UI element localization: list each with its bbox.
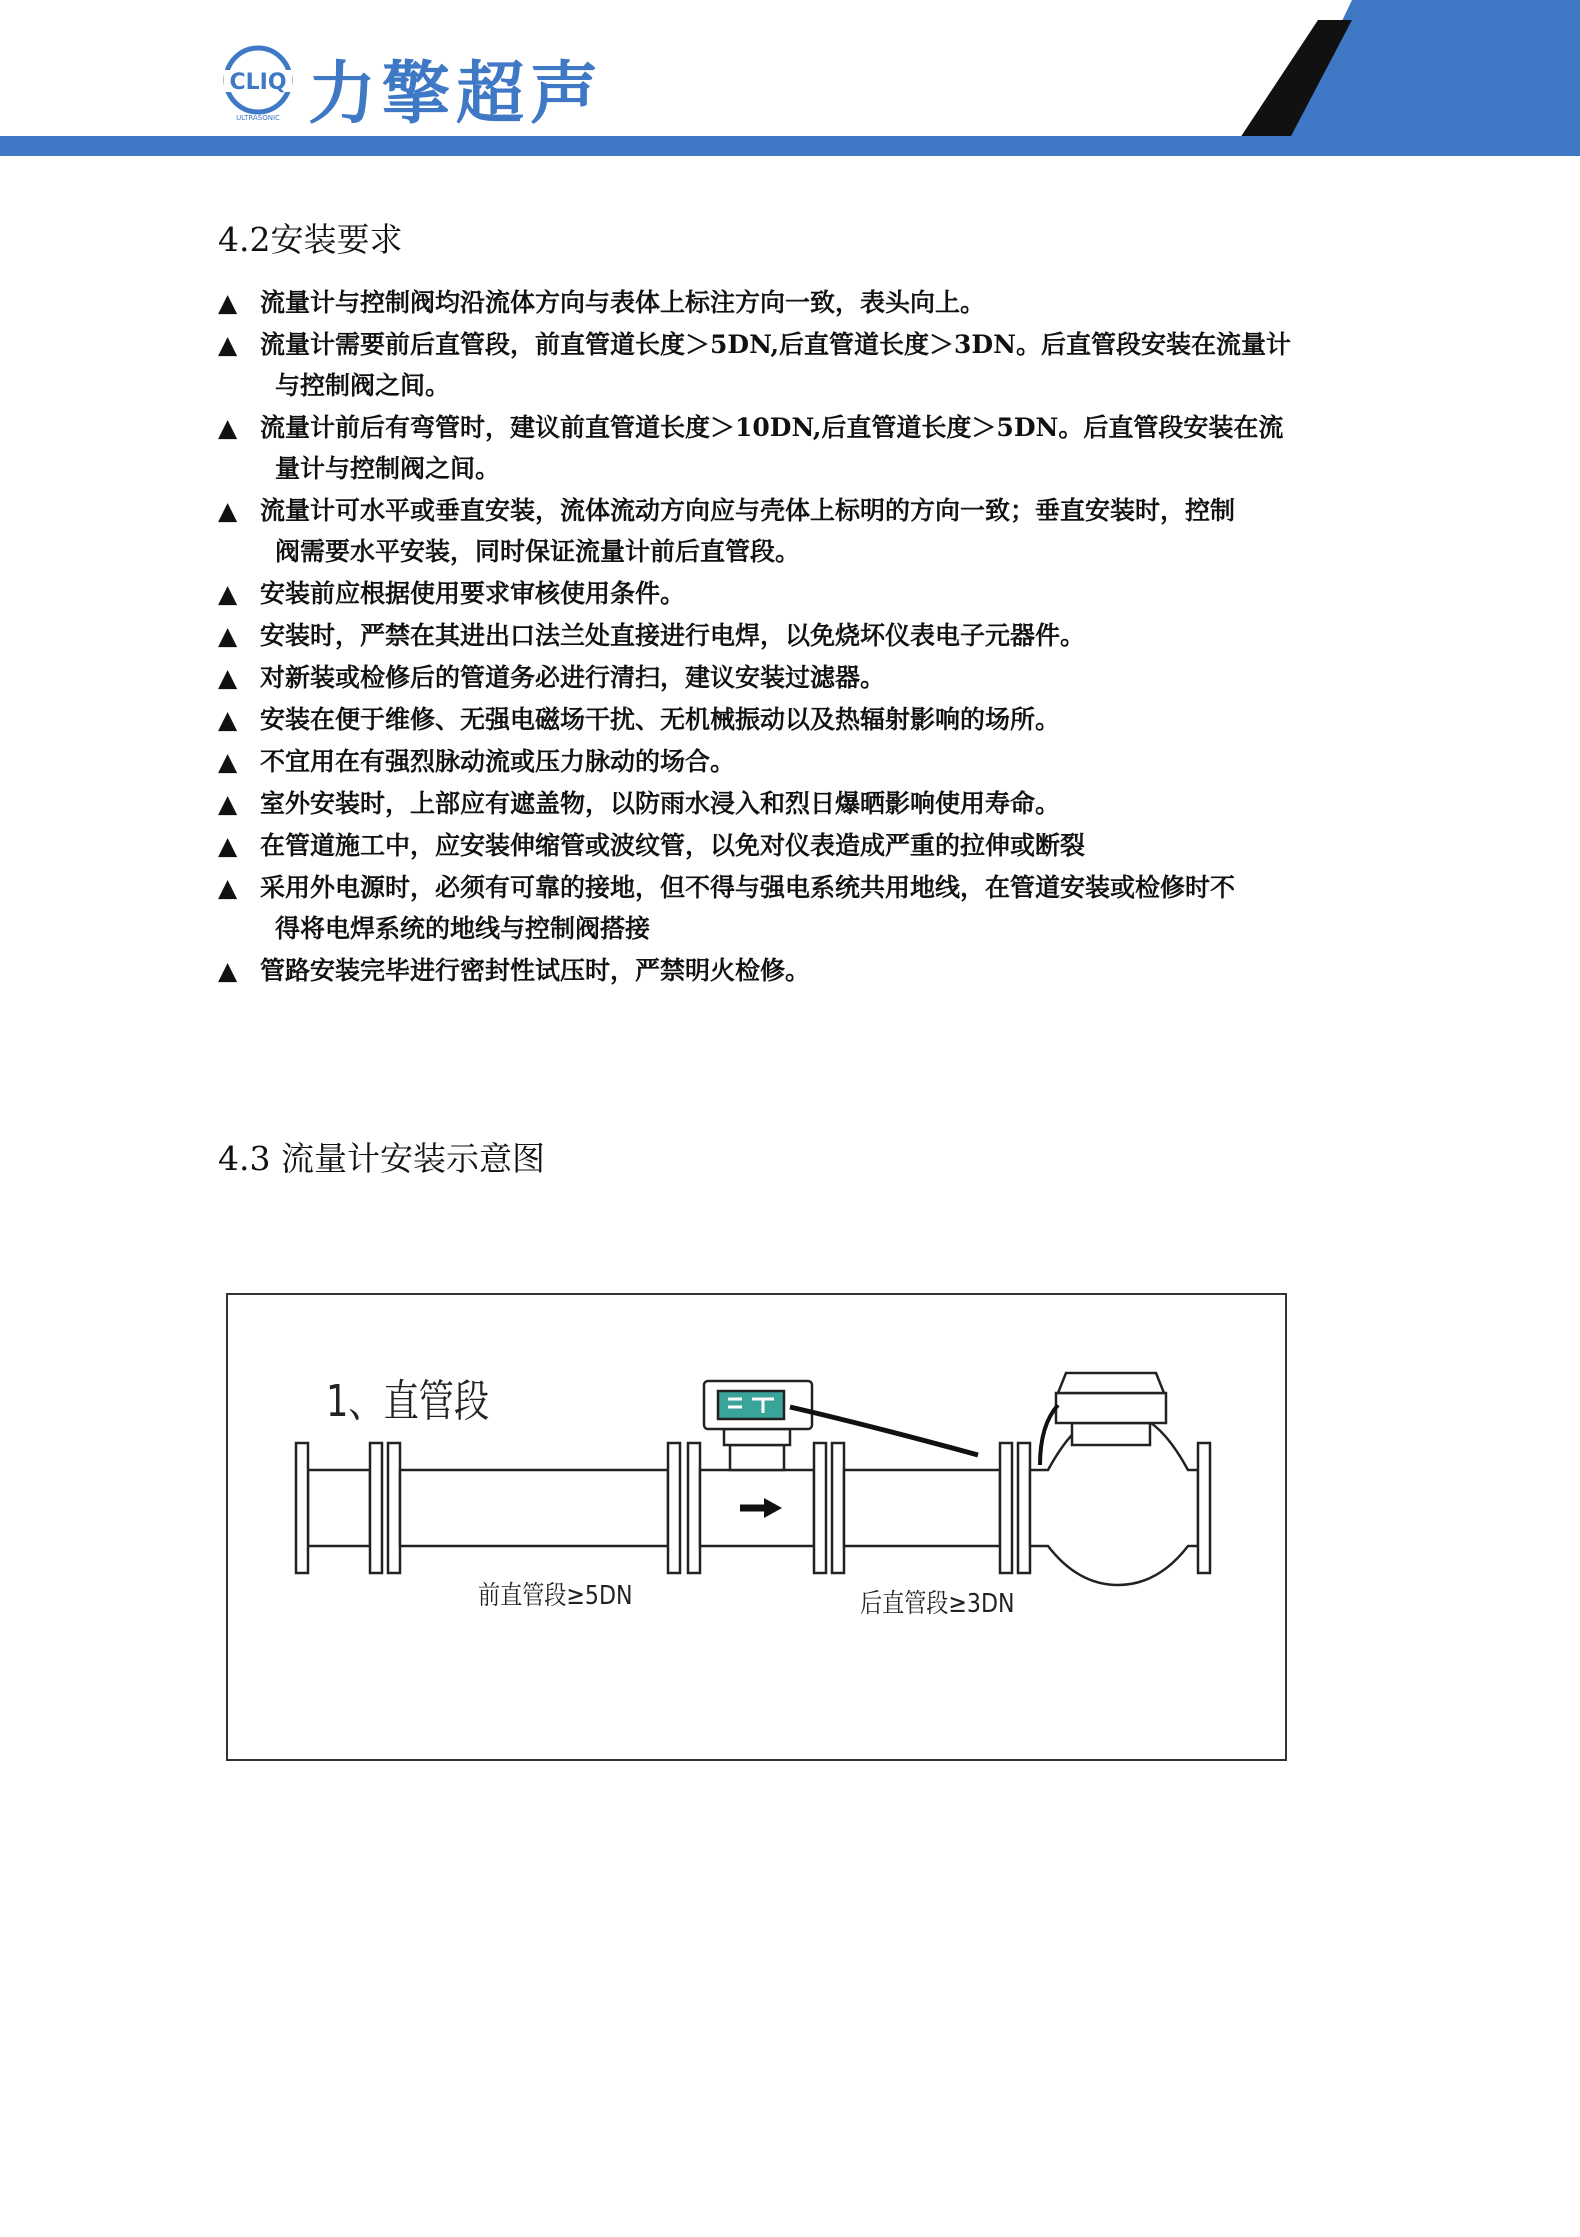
triangle-up-icon: ▲: [218, 956, 238, 985]
list-item: ▲ 流量计需要前后直管段，前直管道长度＞5DN,后直管道长度＞3DN。后直管段安装在流量计 与控制阀之间。: [218, 324, 1368, 406]
section-42-title: 4.2安装要求: [218, 220, 403, 259]
valve-actuator-neck: [1072, 1423, 1150, 1445]
triangle-up-icon: ▲: [218, 496, 238, 525]
triangle-up-icon: ▲: [218, 873, 238, 902]
meter-neck-plate: [724, 1429, 790, 1445]
list-item: ▲ 不宜用在有强烈脉动流或压力脉动的场合。: [218, 741, 1368, 782]
triangle-up-icon: ▲: [218, 621, 238, 650]
list-item: ▲ 管路安装完毕进行密封性试压时，严禁明火检修。: [218, 950, 1368, 991]
meter-flange-out: [814, 1443, 826, 1573]
list-item: ▲ 室外安装时，上部应有遮盖物，以防雨水浸入和烈日爆晒影响使用寿命。: [218, 783, 1368, 824]
flange: [370, 1443, 382, 1573]
valve-flange-out: [1198, 1443, 1210, 1573]
logo-subtext: ULTRASONIC: [236, 114, 280, 122]
flange: [1000, 1443, 1012, 1573]
list-item: ▲ 对新装或检修后的管道务必进行清扫，建议安装过滤器。: [218, 657, 1368, 698]
flange: [832, 1443, 844, 1573]
list-item: ▲ 采用外电源时，必须有可靠的接地，但不得与强电系统共用地线，在管道安装或检修时不 得将电焊系统的地线与控制阀搭接: [218, 867, 1368, 949]
valve-actuator: [1056, 1393, 1166, 1423]
upstream-length-label: 前直管段≥5DN: [478, 1581, 633, 1611]
flange-left-outer: [296, 1443, 308, 1573]
list-item: ▲ 安装时，严禁在其进出口法兰处直接进行电焊，以免烧坏仪表电子元器件。: [218, 615, 1368, 656]
pipe-segment-upstream-b: [400, 1470, 668, 1546]
triangle-up-icon: ▲: [218, 579, 238, 608]
requirements-list: [218, 282, 1368, 992]
list-item: ▲ 流量计与控制阀均沿流体方向与表体上标注方向一致，表头向上。: [218, 282, 1368, 323]
page-header: [0, 0, 1580, 160]
meter-neck: [730, 1445, 784, 1470]
meter-flange-in: [688, 1443, 700, 1573]
pipe-segment-downstream: [844, 1470, 1000, 1546]
triangle-up-icon: ▲: [218, 330, 238, 359]
list-item: ▲ 安装在便于维修、无强电磁场干扰、无机械振动以及热辐射影响的场所。: [218, 699, 1368, 740]
flange: [388, 1443, 400, 1573]
valve-flange-in: [1018, 1443, 1030, 1573]
list-item: ▲ 安装前应根据使用要求审核使用条件。: [218, 573, 1368, 614]
installation-diagram: [226, 1293, 1287, 1761]
company-logo-icon: [218, 44, 298, 124]
triangle-up-icon: ▲: [218, 831, 238, 860]
pipe-segment-upstream-a: [308, 1470, 370, 1546]
triangle-up-icon: ▲: [218, 413, 238, 442]
logo-letters: CLIQ: [229, 70, 287, 95]
meter-display: [718, 1391, 784, 1419]
diagram-title: 1、直管段: [326, 1376, 490, 1427]
triangle-up-icon: ▲: [218, 663, 238, 692]
triangle-up-icon: ▲: [218, 747, 238, 776]
list-item: ▲ 流量计前后有弯管时，建议前直管道长度＞10DN,后直管道长度＞5DN。后直管段安装在流 量计与控制阀之间。: [218, 407, 1368, 489]
list-item: ▲ 流量计可水平或垂直安装，流体流动方向应与壳体上标明的方向一致；垂直安装时，控制 阀需要水平安装，同时保证流量计前后直管段。: [218, 490, 1368, 572]
valve-actuator-top: [1058, 1373, 1164, 1393]
flange: [668, 1443, 680, 1573]
section-43-title: 4.3 流量计安装示意图: [218, 1139, 545, 1178]
triangle-up-icon: ▲: [218, 288, 238, 317]
header-blue-bar: [0, 136, 1580, 156]
triangle-up-icon: ▲: [218, 705, 238, 734]
brand-name: 力擎超声: [308, 55, 605, 134]
downstream-length-label: 后直管段≥3DN: [860, 1589, 1015, 1619]
list-item: ▲ 在管道施工中，应安装伸缩管或波纹管，以免对仪表造成严重的拉伸或断裂: [218, 825, 1368, 866]
triangle-up-icon: ▲: [218, 789, 238, 818]
